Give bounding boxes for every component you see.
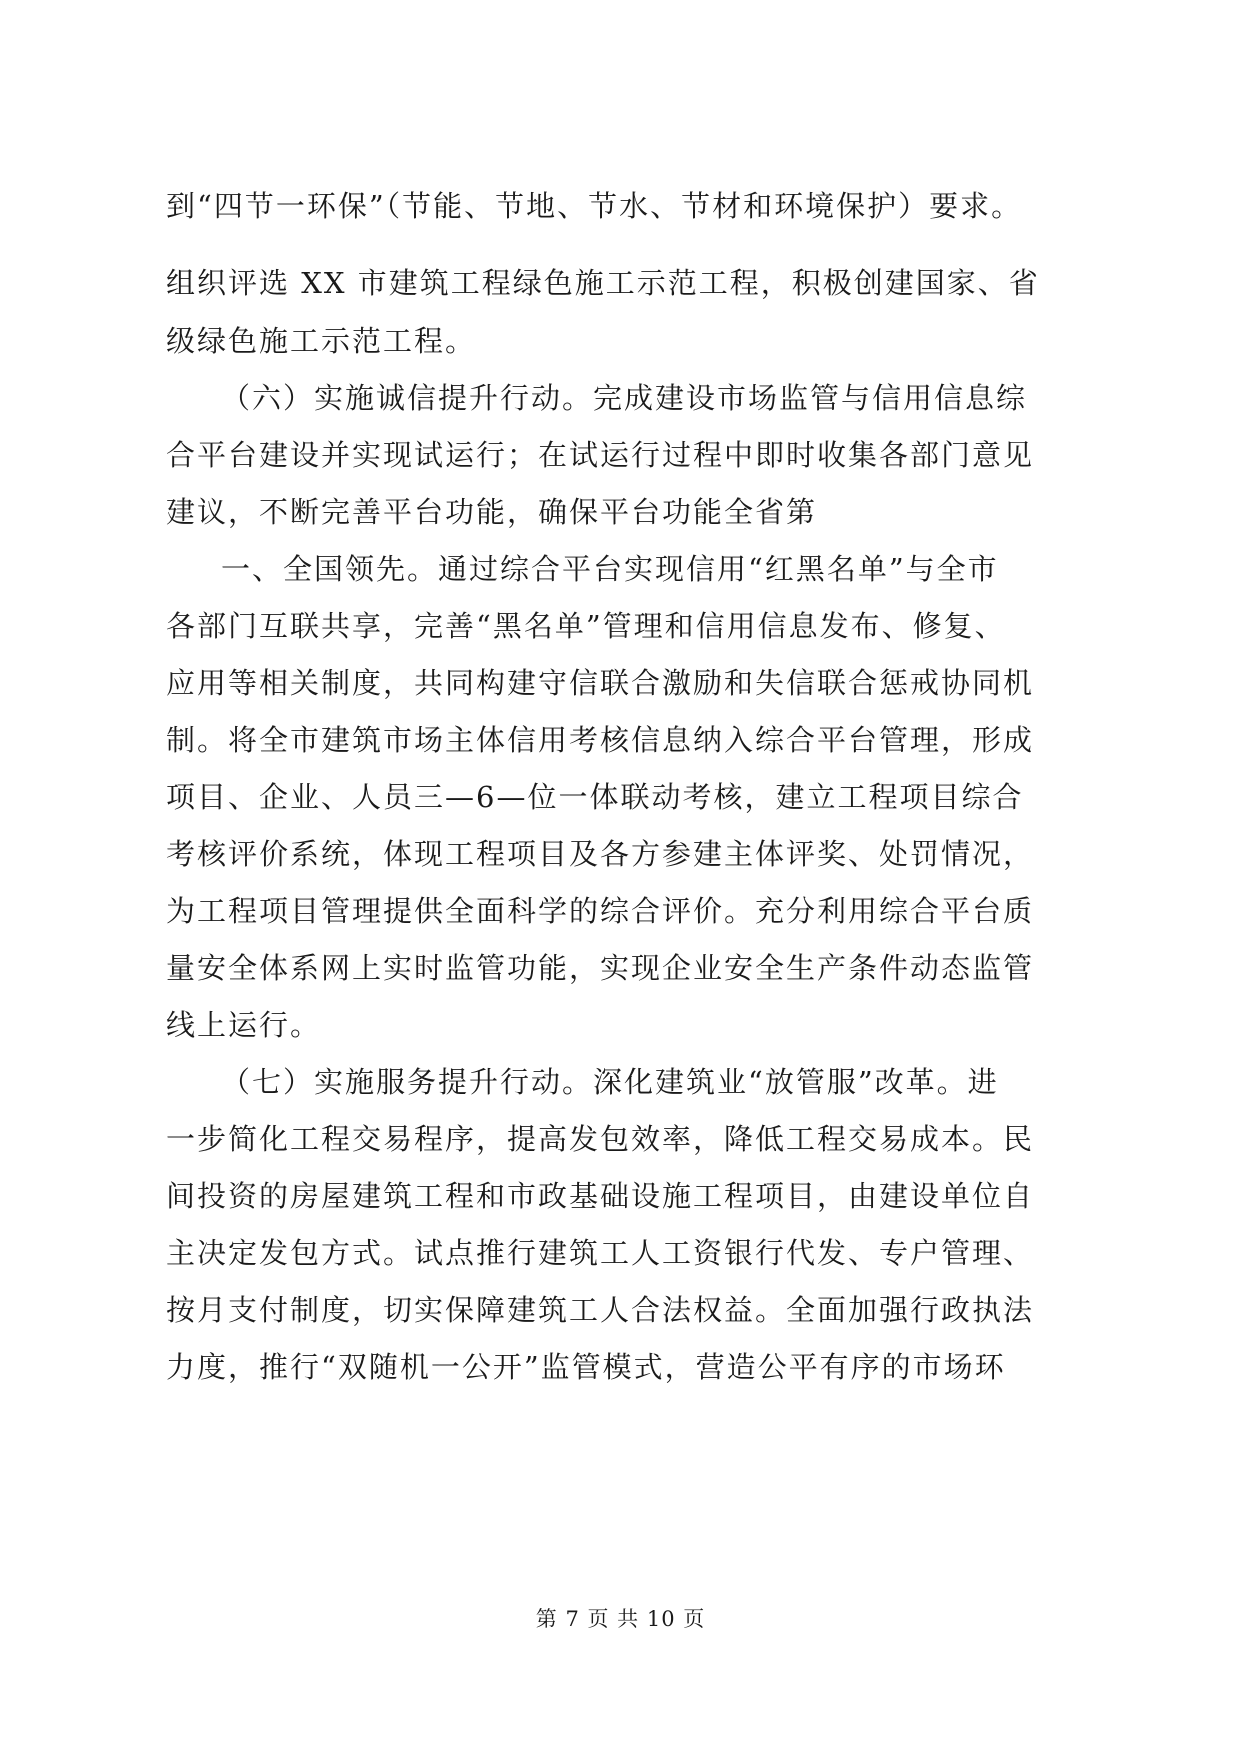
body-text-line: 主决定发包方式。试点推行建筑工人工资银行代发、专户管理、 [166,1236,1035,1270]
body-text-line: 线上运行。 [166,1008,322,1042]
paragraph-start-line: （六）实施诚信提升行动。完成建设市场监管与信用信息综 [221,381,1028,415]
body-text-line: 项目、企业、人员三—6—位一体联动考核，建立工程项目综合 [166,780,1024,814]
body-text-line: 力度，推行“双随机一公开”监管模式，营造公平有序的市场环 [166,1350,1006,1384]
page-number-footer: 第 7 页 共 10 页 [535,1607,706,1631]
body-text-line: 到“四节一环保”（节能、节地、节水、节材和环境保护）要求。 [166,189,1023,223]
paragraph-start-line: （七）实施服务提升行动。深化建筑业“放管服”改革。进 [221,1065,999,1099]
body-text-line: 建议，不断完善平台功能，确保平台功能全省第 [166,495,818,529]
body-text-line: 一步简化工程交易程序，提高发包效率，降低工程交易成本。民 [166,1122,1035,1156]
body-text-line: 应用等相关制度，共同构建守信联合激励和失信联合惩戒协同机 [166,666,1035,700]
body-text-line: 为工程项目管理提供全面科学的综合评价。充分利用综合平台质 [166,894,1035,928]
body-text-line: 合平台建设并实现试运行；在试运行过程中即时收集各部门意见 [166,438,1035,472]
body-text-line: 量安全体系网上实时监管功能，实现企业安全生产条件动态监管 [166,951,1035,985]
body-text-line: 级绿色施工示范工程。 [166,324,477,358]
body-text-line: 考核评价系统，体现工程项目及各方参建主体评奖、处罚情况， [166,837,1035,871]
paragraph-start-line: 一、全国领先。通过综合平台实现信用“红黑名单”与全市 [221,552,999,586]
body-text-line: 组织评选 XX 市建筑工程绿色施工示范工程，积极创建国家、省 [166,266,1040,300]
body-text-line: 各部门互联共享，完善“黑名单”管理和信用信息发布、修复、 [166,609,1006,643]
body-text-line: 按月支付制度，切实保障建筑工人合法权益。全面加强行政执法 [166,1293,1035,1327]
body-text-line: 制。将全市建筑市场主体信用考核信息纳入综合平台管理，形成 [166,723,1035,757]
body-text-line: 间投资的房屋建筑工程和市政基础设施工程项目，由建设单位自 [166,1179,1035,1213]
